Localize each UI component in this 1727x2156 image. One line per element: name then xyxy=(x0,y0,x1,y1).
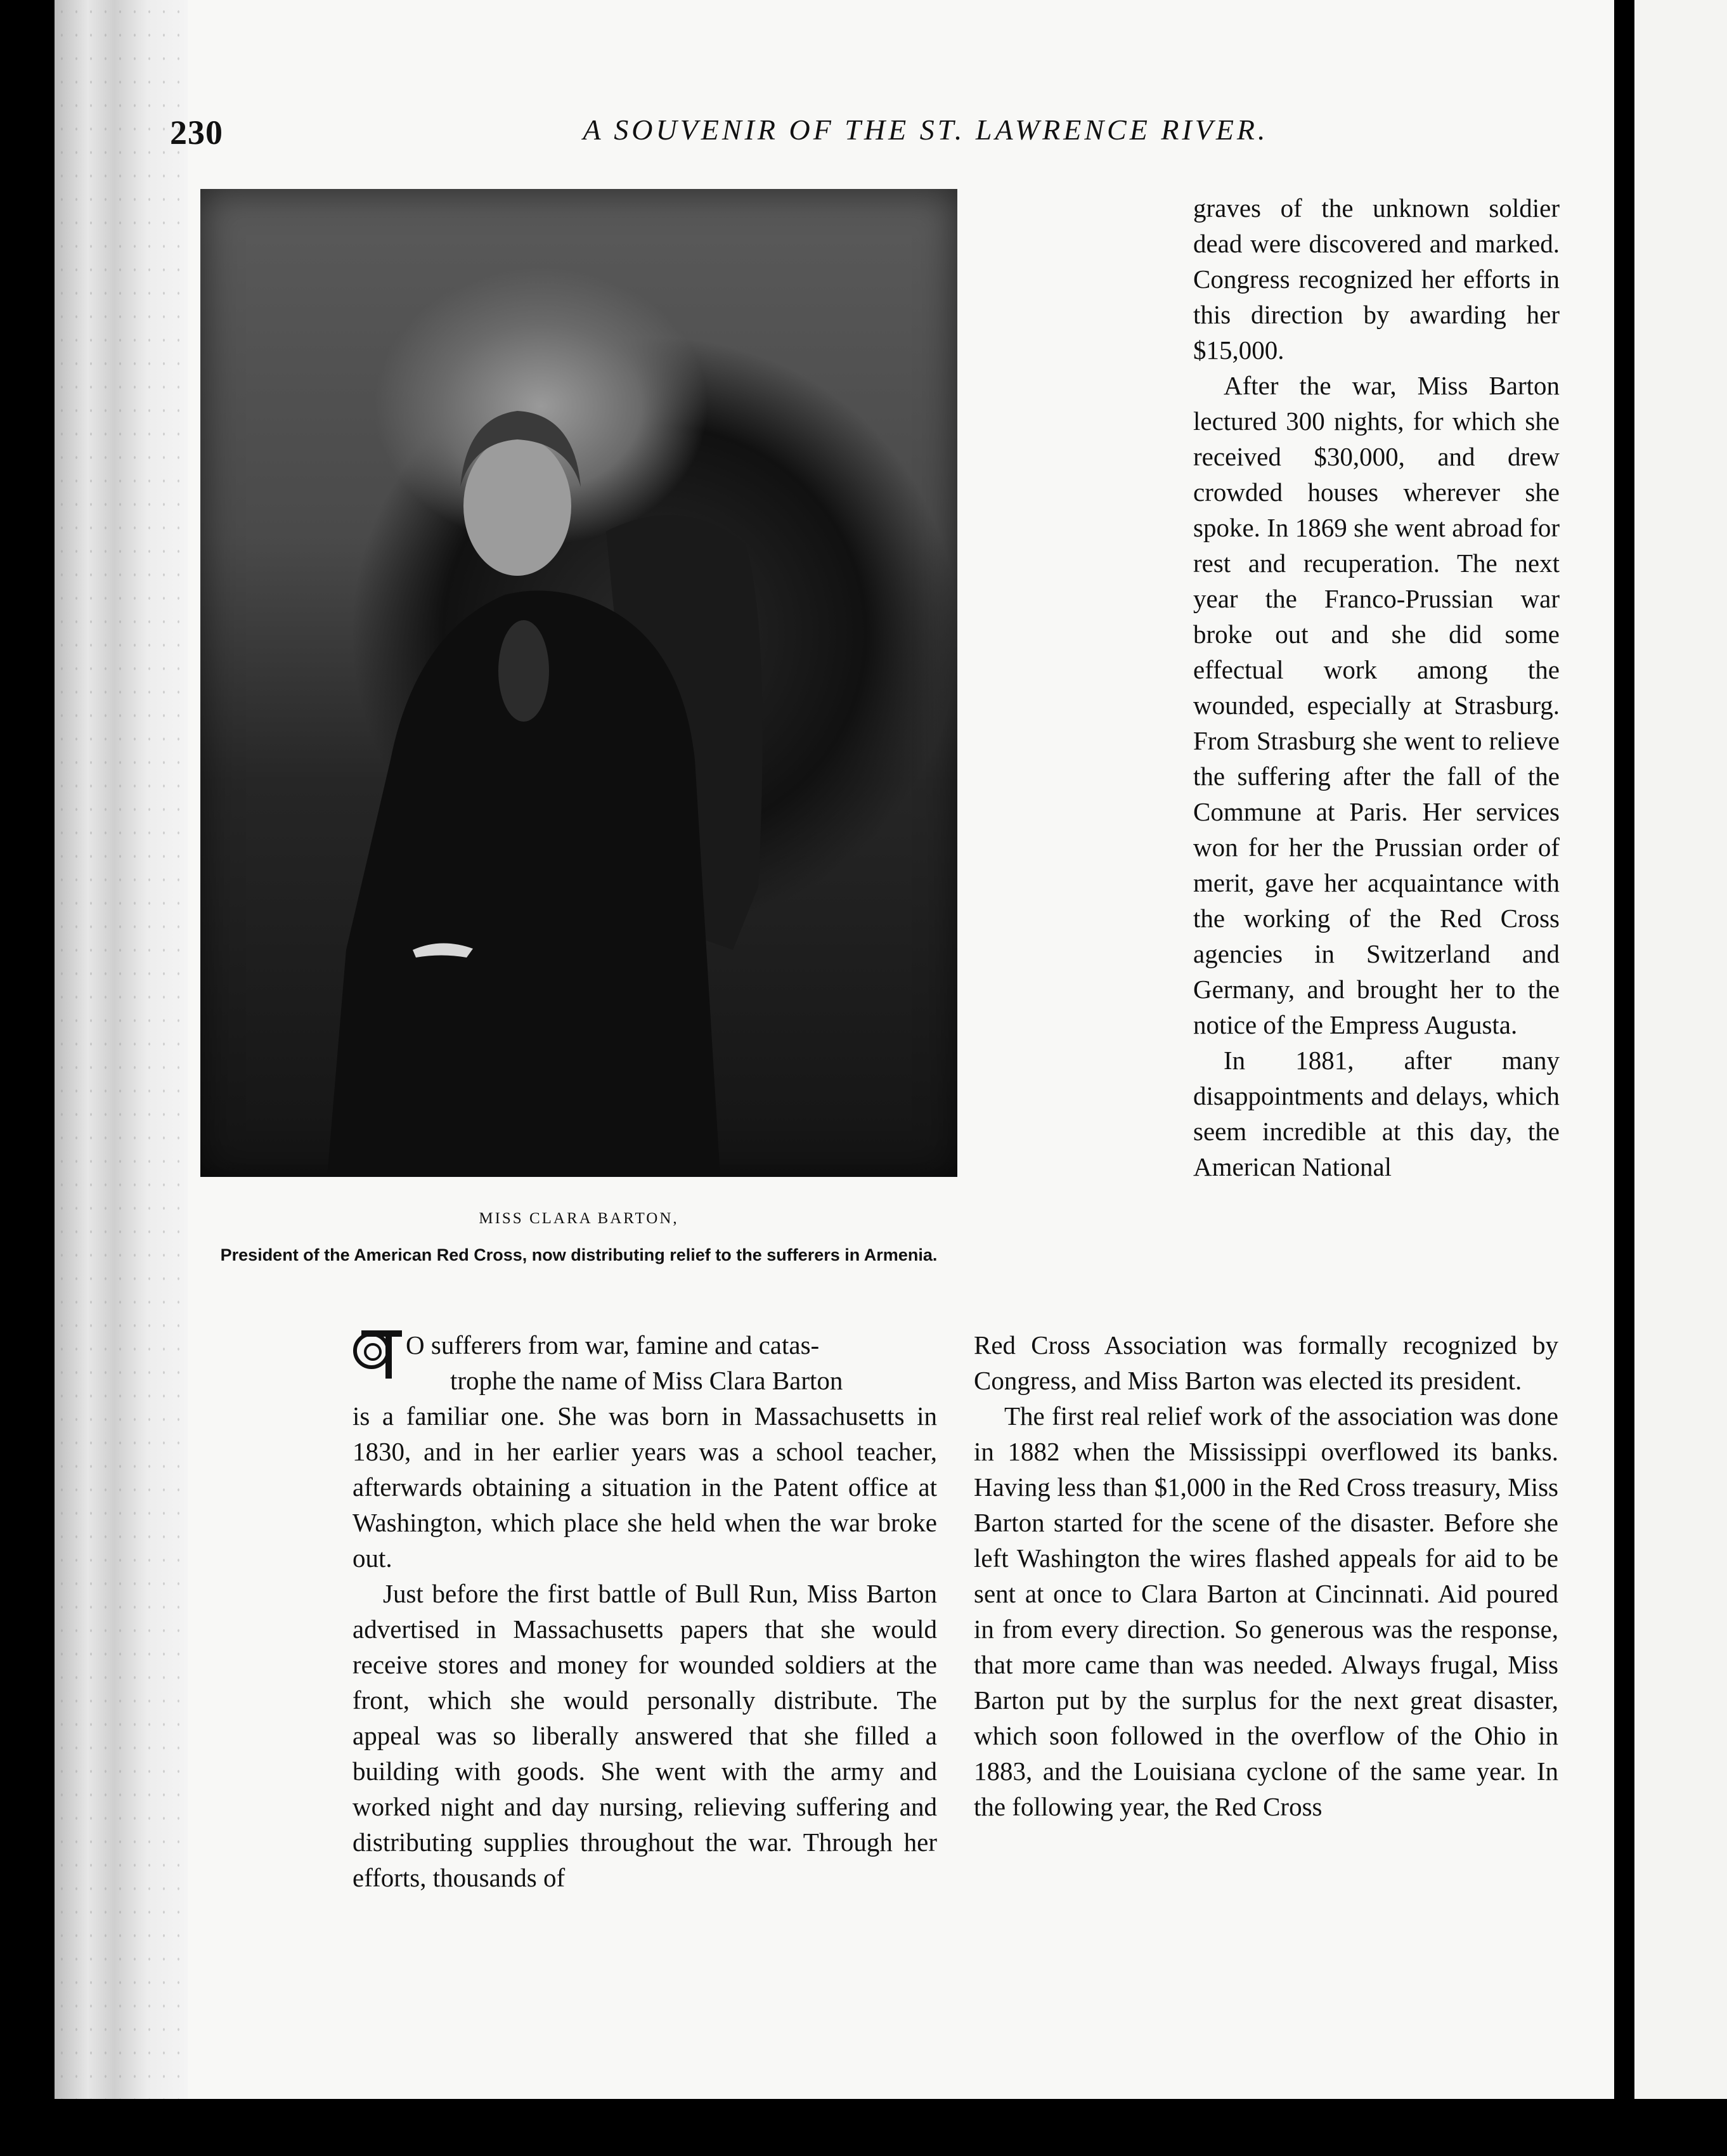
portrait-illustration xyxy=(200,189,957,1177)
paragraph-line: trophe the name of Miss Clara Barton xyxy=(450,1366,843,1395)
paragraph: In 1881, after many disappointments and delays, which seem incredible at this day, the American National xyxy=(1193,1046,1560,1181)
paragraph: Just before the first battle of Bull Run, Miss Barton advertised in Massachusetts papers that she would receive stores and money for wounded soldiers at the front, which she would personally distribute. The appeal was so liberally answered that she filled a building with goods. She went with the army and worked night and day nursing, relieving suffering and distributing supplies throughout the war. Through her efforts, thousands of xyxy=(353,1579,937,1892)
figure-name: MISS CLARA BARTON, xyxy=(479,1210,679,1227)
right-column-text xyxy=(1193,190,1560,1185)
page-number: 230 xyxy=(170,114,223,152)
facing-page-edge xyxy=(1634,0,1727,2099)
paragraph: Red Cross Association was formally recognized by Congress, and Miss Barton was elected its president. xyxy=(974,1330,1558,1395)
paragraph: is a familiar one. She was born in Massachusetts in 1830, and in her earlier years was a school teacher, afterwards obtaining a situation in the Patent office at Washington, which place she held when the war broke out. xyxy=(353,1401,937,1573)
paragraph-line: O sufferers from war, famine and catas- xyxy=(406,1330,820,1360)
running-title: A SOUVENIR OF THE ST. LAWRENCE RIVER. xyxy=(583,114,1269,146)
paragraph: graves of the unknown soldier dead were discovered and marked. Congress recognized her efforts in this direction by awarding her $15,000. xyxy=(1193,193,1560,365)
drop-cap-ornament xyxy=(353,1325,404,1381)
paragraph: After the war, Miss Barton lectured 300 nights, for which she received $30,000, and drew crowded houses wherever she spoke. In 1869 she went abroad for rest and recuperation. The next year the Franco-Prussian war broke out and she did some effectual work among the wounded, especially at Strasburg. From Strasburg she went to relieve the suffering after the fall of the Commune at Paris. Her services won for her the Prussian order of merit, gave her acquaintance with the working of the Red Cross agencies in Switzerland and Germany, and brought her to the notice of the Empress Augusta. xyxy=(1193,371,1560,1039)
paragraph: The first real relief work of the association was done in 1882 when the Mississippi overflowed its banks. Having less than $1,000 in the Red Cross treasury, Miss Barton started for the scene of the disaster. Before she left Washington the wires flashed appeals for aid to be sent at once to Clara Barton at Cincinnati. Aid poured in from every direction. So generous was the response, that more came than was needed. Always frugal, Miss Barton put by the surplus for the next great disaster, which soon followed in the overflow of the Ohio in 1883, and the Louisiana cyclone of the same year. In the following year, the Red Cross xyxy=(974,1401,1558,1821)
portrait-photo xyxy=(200,189,957,1177)
book-page-edges xyxy=(55,0,188,2099)
bottom-right-column-text xyxy=(974,1327,1558,1824)
figure-caption: President of the American Red Cross, now distributing relief to the sufferers in Armenia. xyxy=(220,1245,938,1264)
left-column-text xyxy=(353,1398,937,1895)
